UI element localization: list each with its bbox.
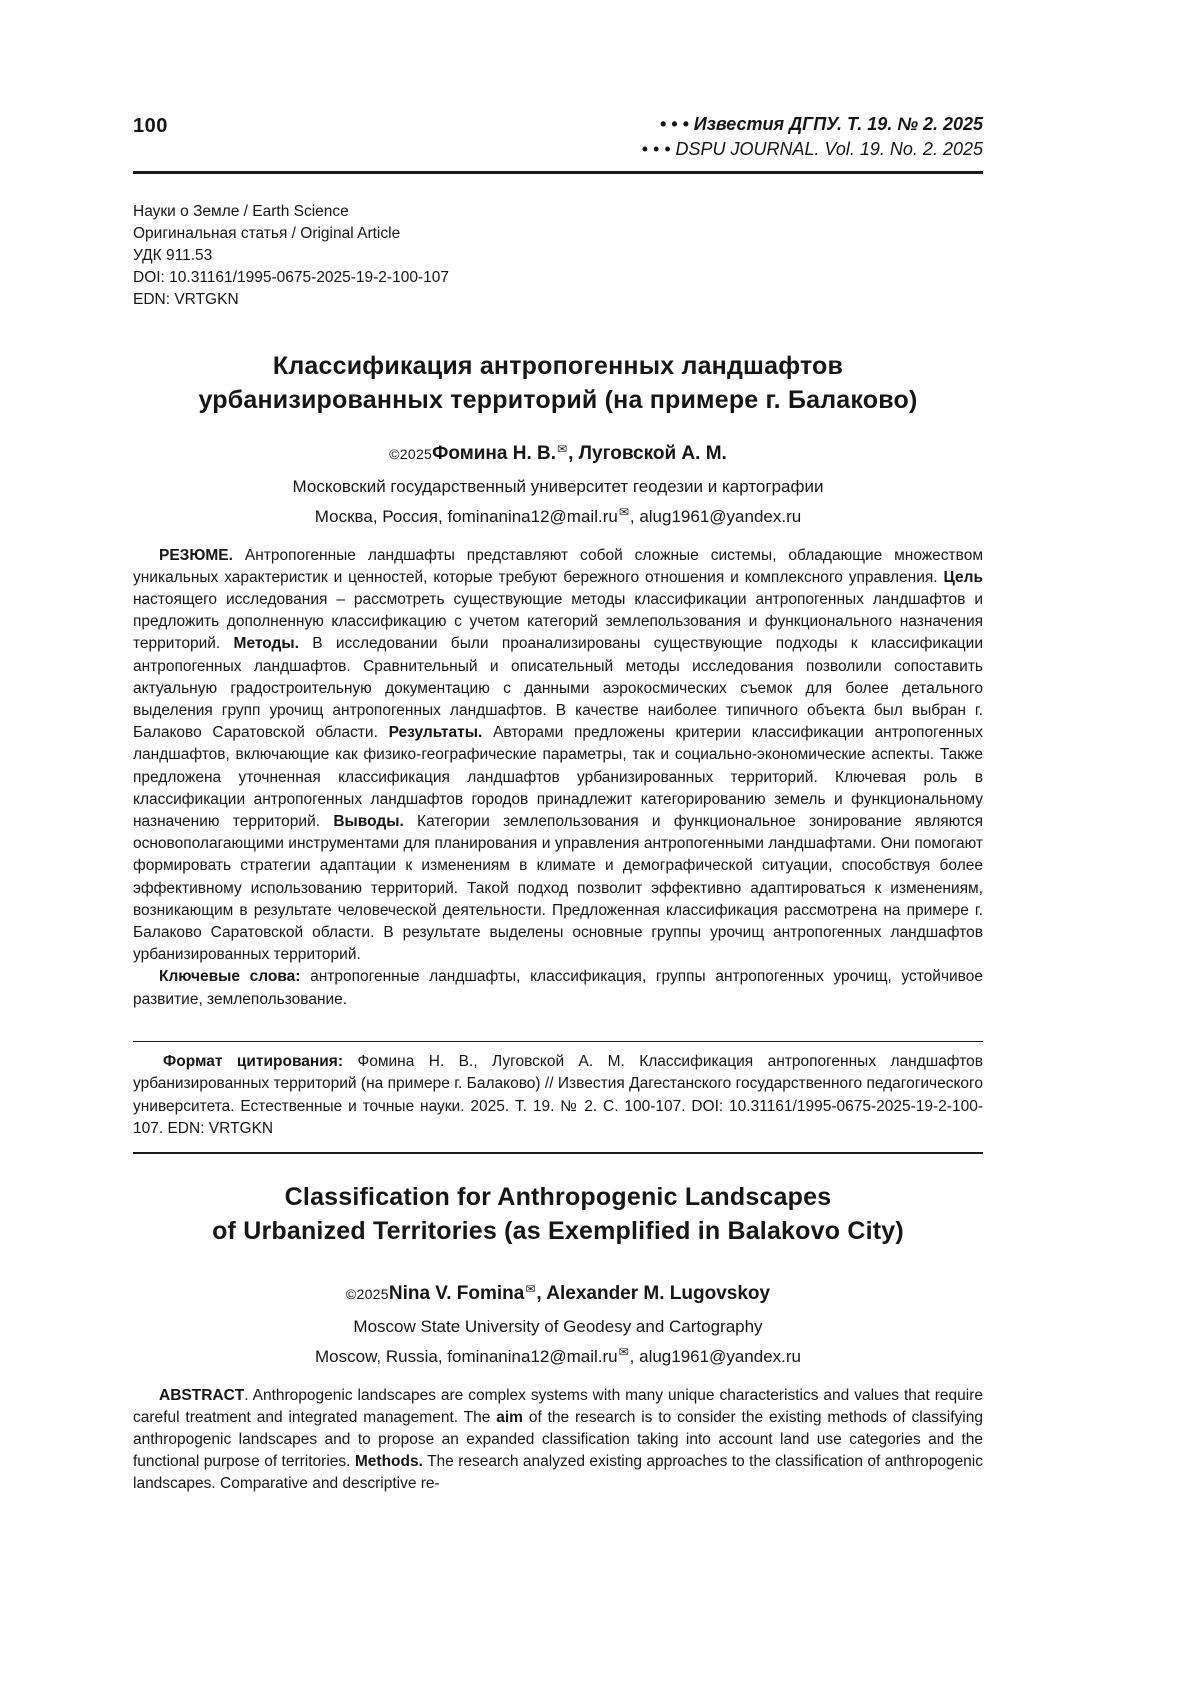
abstract-ru: РЕЗЮМЕ. Антропогенные ландшафты представляют собой сложные системы, обладающие множеством уникальных характеристик и ценностей, которые требуют бережного отношения и комплексного управления. Цель настоящего исследования – рассмотреть существующие методы классификации антропогенных ландшафтов и предложить дополненную классификацию с учетом категорий землепользования и функционального назначения территорий. Методы. В исследовании были проанализированы существующие подходы к классификации антропогенных ландшафтов. Сравнительный и описательный методы исследования позволили сопоставить актуальную градостроительную документацию с данными аэрокосмических съемок для более детального выделения групп урочищ антропогенных ландшафтов. В качестве наиболее типичного объекта был выбран г. Балаково Саратовской области. Результаты. Авторами предложены критерии классификации антропогенных ландшафтов, включающие как физико-географические параметры, так и социально-экономические аспекты. Также предложена уточненная классификация ландшафтов урбанизированных территорий. Ключевая роль в классификации антропогенных ландшафтов городов принадлежит категорированию земель и функциональному назначению территорий. Выводы. Категории землепользования и функциональное зонирование являются основополагающими инструментами для планирования и управления антропогенными ландшафтами. Они помогают формировать стратегии адаптации к изменениям в климате и демографической ситуации, способствуя более эффективному использованию территорий. Такой подход позволит эффективно адаптироваться к изменениям, возникающим в результате человеческой деятельности. Предложенная классификация рассмотрена на примере г. Балаково Саратовской области. В результате выделены основные группы урочищ антропогенных ландшафтов урбанизированных территорий. <box>133 546 984 964</box>
authors-ru-separator: , <box>568 442 579 464</box>
copyright-mark-ru: ©2025 <box>389 445 433 462</box>
contact-line-ru <box>133 499 983 530</box>
author-en-2: Alexander M. Lugovskoy <box>546 1282 771 1304</box>
address-en: Moscow, Russia, <box>315 1346 448 1366</box>
author-ru-1: Фомина Н. В. <box>432 442 557 464</box>
section-label: Науки о Земле / Earth Science <box>133 202 349 220</box>
citation-divider-bottom <box>133 1152 983 1154</box>
contact-line-en <box>133 1339 983 1370</box>
title-ru-line2: урбанизированных территорий (на примере г. Балаково) <box>198 385 918 414</box>
title-en-line1: Classification for Anthropogenic Landscapes <box>284 1182 832 1211</box>
email-en-separator: , <box>629 1346 640 1366</box>
email-en-1: fominanina12@mail.ru <box>447 1346 618 1366</box>
article-meta <box>133 201 983 311</box>
affiliation-ru: Московский государственный университет геодезии и картографии <box>292 476 824 496</box>
abstract-en: ABSTRACT. Anthropogenic landscapes are complex systems with many unique characteristics and values that require careful treatment and integrated management. The aim of the research is to consider the existing methods of classifying anthropogenic landscapes and to propose an expanded classification taking into account land use categories and the functional purpose of territories. Methods. The research analyzed existing approaches to the classification of anthropogenic landscapes. Comparative and descriptive re- <box>133 1386 983 1493</box>
email-ru-2: alug1961@yandex.ru <box>639 506 802 526</box>
envelope-icon: ✉ <box>618 1344 629 1359</box>
email-ru-1: fominanina12@mail.ru <box>447 506 618 526</box>
citation-format: Формат цитирования: Фомина Н. В., Луговской А. М. Классификация антропогенных ландшафтов урбанизированных территорий (на примере г. Балаково) // Известия Дагестанского государственного педагогического университета. Естественные и точные науки. 2025. Т. 19. № 2. С. 100-107. DOI: 10.31161/1995-0675-2025-19-2-100-107. EDN: VRTGKN <box>133 1053 984 1137</box>
edn-label: EDN: VRTGKN <box>133 290 239 308</box>
keywords-ru: Ключевые слова: антропогенные ландшафты, классификация, группы антропогенных урочищ, устойчивое развитие, землепользование. <box>133 968 983 1008</box>
envelope-icon: ✉ <box>525 1281 536 1296</box>
article-type-label: Оригинальная статья / Original Article <box>133 224 401 242</box>
address-ru: Москва, Россия, <box>314 506 448 526</box>
title-ru-line1: Классификация антропогенных ландшафтов <box>272 351 844 380</box>
envelope-icon: ✉ <box>557 441 568 456</box>
header-divider <box>133 171 983 174</box>
article-title-en <box>133 1180 983 1248</box>
journal-info <box>642 112 983 162</box>
email-ru-separator: , <box>629 506 640 526</box>
copyright-mark-en: ©2025 <box>345 1285 389 1302</box>
author-ru-2: Луговской А. М. <box>578 442 727 464</box>
envelope-icon: ✉ <box>618 504 629 519</box>
author-en-1: Nina V. Fomina <box>388 1282 525 1304</box>
email-en-2: alug1961@yandex.ru <box>639 1346 801 1366</box>
authors-en <box>133 1282 983 1305</box>
page-header <box>133 112 983 162</box>
title-en-line2: of Urbanized Territories (as Exemplified in Balakovo City) <box>212 1216 904 1245</box>
affiliation-en: Moscow State University of Geodesy and Cartography <box>353 1316 763 1336</box>
journal-title-en: • • • DSPU JOURNAL. Vol. 19. No. 2. 2025 <box>641 139 983 159</box>
page-number: 100 <box>133 115 168 137</box>
authors-en-separator: , <box>536 1282 547 1304</box>
article-title-ru <box>133 349 983 417</box>
journal-title-ru: • • • Известия ДГПУ. Т. 19. № 2. 2025 <box>659 114 983 134</box>
doi-label: DOI: 10.31161/1995-0675-2025-19-2-100-107 <box>133 268 449 286</box>
udc-label: УДК 911.53 <box>133 246 213 264</box>
authors-ru <box>133 442 983 465</box>
